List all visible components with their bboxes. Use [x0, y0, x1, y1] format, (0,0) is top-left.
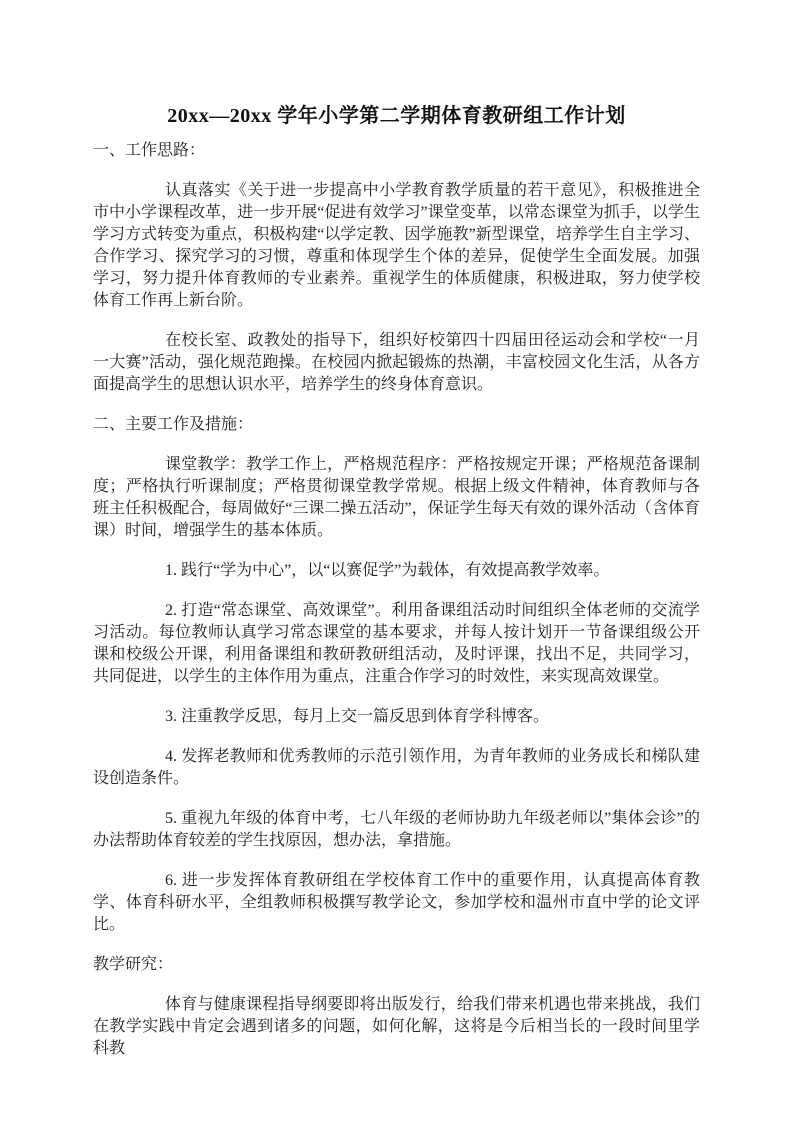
paragraph-sports-meeting: 在校长室、政教处的指导下，组织好校第四十四届田径运动会和学校“一月一大赛”活动，强化规范跑操。在校园内掀起锻炼的热潮，丰富校园文化生活，从各方面提高学生的思想认识水平，培养学生的终身体育意识。	[93, 332, 700, 393]
document-content	[93, 102, 700, 1078]
list-item-6: 6. 进一步发挥体育教研组在学校体育工作中的重要作用，认真提高体育教学、体育科研水平，全组教师积极撰写教学论文，参加学校和温州市直中学的论文评比。	[93, 872, 700, 933]
document-title: 20xx—20xx 学年小学第二学期体育教研组工作计划	[167, 105, 626, 127]
section-heading-work-ideas: 一、工作思路：	[93, 142, 206, 159]
list-item-3: 3. 注重教学反思，每月上交一篇反思到体育学科博客。	[165, 708, 550, 725]
section-heading-main-work: 二、主要工作及措施：	[93, 416, 254, 433]
list-item-5: 5. 重视九年级的体育中考，七八年级的老师协助九年级老师以”集体会诊”的办法帮助体育较差的学生找原因，想办法，拿措施。	[93, 810, 700, 849]
list-item-1: 1. 践行“学为中心”，以“以赛促学”为载体，有效提高教学效率。	[165, 562, 610, 579]
list-item-4: 4. 发挥老教师和优秀教师的示范引领作用，为青年教师的业务成长和梯队建设创造条件。	[93, 748, 700, 787]
list-item-2: 2. 打造“常态课堂、高效课堂”。利用备课组活动时间组织全体老师的交流学习活动。每位教师认真学习常态课堂的基本要求，并每人按计划开一节备课组级公开课和校级公开课，利用备课组和教研教研组活动，及时评课，找出不足，共同学习，共同促进，以学生的主体作用为重点，注重合作学习的时效性，来实现高效课堂。	[93, 602, 700, 685]
section-heading-teaching-research: 教学研究：	[93, 956, 174, 973]
paragraph-curriculum-reform: 认真落实《关于进一步提高中小学教育教学质量的若干意见》，积极推进全市中小学课程改革，进一步开展“促进有效学习”课堂变革，以常态课堂为抓手，以学生学习方式转变为重点，积极构建“以学定教、因学施教”新型课堂，培养学生自主学习、合作学习、探究学习的习惯，尊重和体现学生个体的差异，促使学生全面发展。加强学习，努力提升体育教师的专业素养。重视学生的体质健康，积极进取，努力使学校体育工作再上新台阶。	[93, 182, 700, 309]
paragraph-classroom-teaching: 课堂教学：教学工作上，严格规范程序：严格按规定开课；严格规范备课制度；严格执行听课制度；严格贯彻课堂教学常规。根据上级文件精神，体育教师与各班主任积极配合，每周做好“三课二操五活动”，保证学生每天有效的课外活动（含体育课）时间，增强学生的基本体质。	[93, 456, 700, 539]
paragraph-curriculum-outline: 体育与健康课程指导纲要即将出版发行，给我们带来机遇也带来挑战，我们在教学实践中肯定会遇到诸多的问题，如何化解，这将是今后相当长的一段时间里学科教	[93, 996, 700, 1057]
